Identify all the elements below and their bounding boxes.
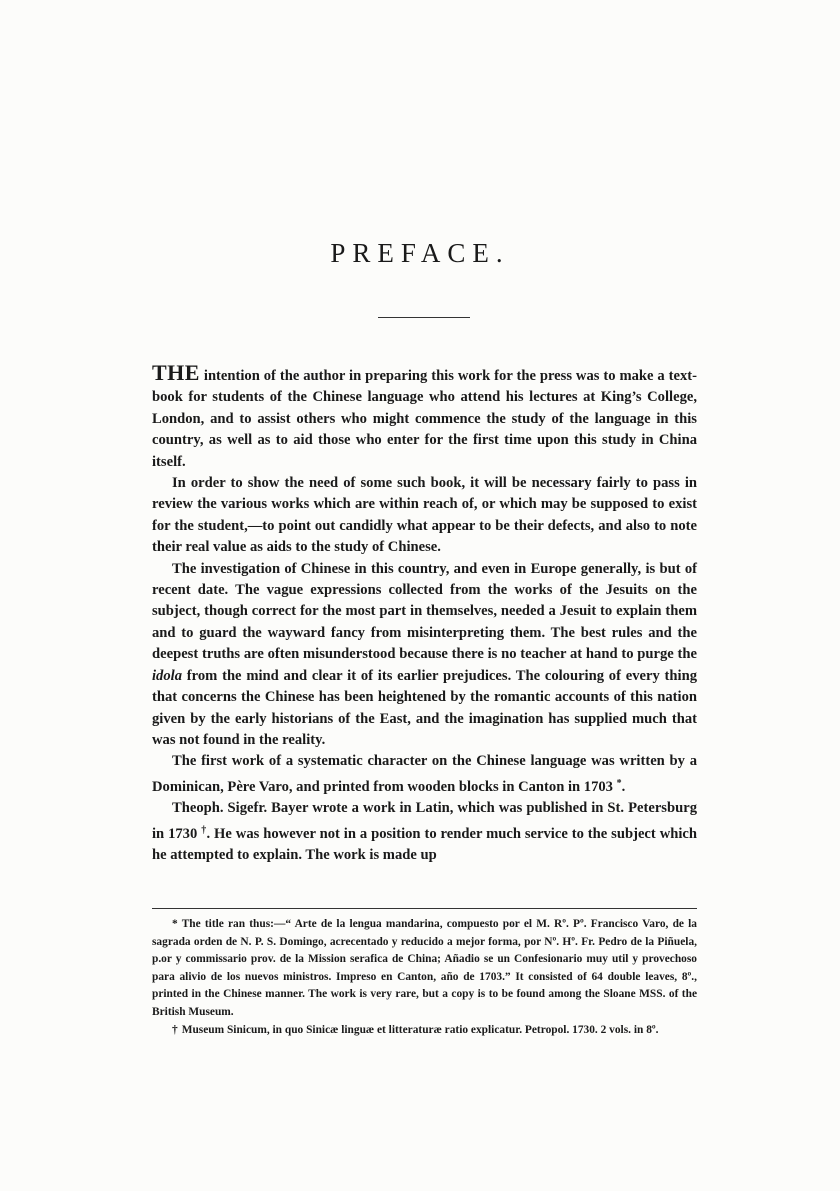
footnote-ref-dagger[interactable]: † (201, 824, 207, 836)
paragraph-4-end: . (621, 778, 626, 795)
paragraph-2: In order to show the need of some such book, it will be necessary fairly to pass in review the various works which are within reach of, or which may be supposed to exist for the student,—to point out candidly what appear to be their defects, and also to note their real value as aids to the study of Chinese. (152, 475, 697, 556)
preface-body (152, 362, 697, 866)
page-title: PREFACE. (330, 238, 510, 268)
footnote-rule (152, 908, 697, 909)
paragraph-3 (152, 559, 697, 752)
footnote-2-mark: † (172, 1023, 178, 1036)
paragraph-5-text-b: . He was however not in a position to render much service to the subject which he attempted to explain. The work is made up (152, 825, 697, 863)
paragraph-3-text-b: from the mind and clear it of its earlier prejudices. The colouring of every thing that concerns the Chinese has been heightened by the romantic accounts of this nation given by the early historians of the East, and the imagination has supplied much that was not found in the reality. (152, 667, 697, 748)
paragraph-5-text-a: Theoph. Sigefr. Bayer wrote a work in Latin, which was published in St. Petersburg in 1730 (152, 800, 697, 842)
footnote-ref-star[interactable]: * (616, 777, 622, 789)
footnote-1-text: The title ran thus:—“ Arte de la lengua mandarina, compuesto por el M. Rº. Pº. Francisco Varo, de la sagrada orden de N. P. S. Domingo, acrecentado y reducido a mejor forma, por Nº. Hº. Fr. Pedro de la Piñuela, p.or y commissario prov. de la Mission serafica de China; Añadio se un Confesionario muy util y provechoso para alivio de los nuevos ministros. Impreso en Canton, año de 1703.” It consisted of 64 double leaves, 8º., printed in the Chinese manner. The work is very rare, but a copy is to be found among the Sloane MSS. of the British Museum. (152, 918, 697, 1018)
footnote-2 (152, 1022, 697, 1040)
footnote-2-text: Museum Sinicum, in quo Sinicæ linguæ et litteraturæ ratio explicatur. Petropol. 1730. 2 vols. in 8º. (181, 1023, 659, 1036)
paragraph-1 (152, 362, 697, 473)
footnotes (152, 916, 697, 1039)
footnote-1 (152, 916, 697, 1022)
paragraph-4 (152, 751, 697, 798)
paragraph-3-text-a: The investigation of Chinese in this country, and even in Europe generally, is but of recent date. The vague expressions collected from the works of the Jesuits on the subject, though correct for the most part in themselves, needed a Jesuit to explain them and to guard the wayward fancy from misinterpreting them. The best rules and the deepest truths are often misunderstood because there is no teacher at hand to purge the (152, 560, 697, 663)
paragraph-1-text: intention of the author in preparing this work for the press was to make a text-book for students of the Chinese language who attend his lectures at King’s College, London, and to assist others who might commence the study of the language in this country, as well as to aid those who enter for the first time upon this study in China itself. (152, 368, 697, 470)
paragraph-5 (152, 798, 697, 866)
drop-cap: THE (152, 360, 200, 385)
paragraph-4-text: The first work of a systematic character on the Chinese language was written by a Dominican, Père Varo, and printed from wooden blocks in Canton in 1703 (152, 753, 697, 795)
title-rule (378, 317, 470, 318)
italic-idola: idola (152, 667, 182, 684)
footnote-1-mark: * (172, 918, 178, 930)
